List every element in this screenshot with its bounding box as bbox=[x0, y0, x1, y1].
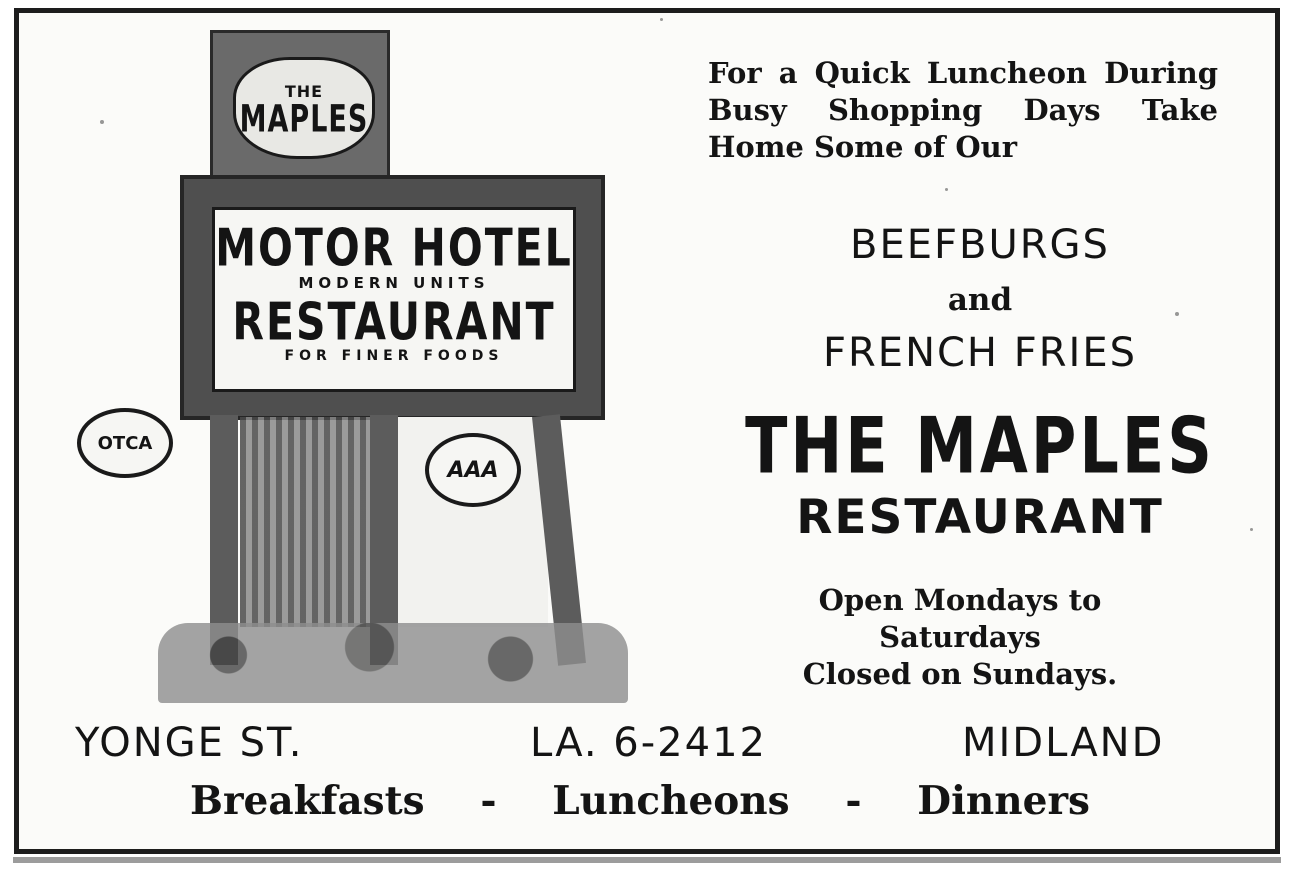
main-sign-board bbox=[180, 175, 605, 420]
sign-lower-panel bbox=[240, 417, 370, 627]
hours-line-1: Open Mondays to bbox=[818, 583, 1102, 617]
motel-sign-photo bbox=[150, 25, 640, 705]
sign-finer-foods: FOR FINER FOODS bbox=[284, 348, 504, 364]
top-sign-board bbox=[210, 30, 390, 185]
french-fries-heading: FRENCH FRIES bbox=[823, 330, 1137, 376]
meal-dinners: Dinners bbox=[917, 778, 1090, 824]
town-name: MIDLAND bbox=[962, 720, 1165, 766]
meal-separator: - bbox=[480, 778, 497, 824]
print-speck bbox=[100, 120, 104, 124]
print-speck bbox=[945, 188, 948, 191]
sign-modern-units: MODERN UNITS bbox=[298, 274, 490, 292]
phone-number: LA. 6-2412 bbox=[530, 720, 767, 766]
otca-badge-icon: OTCA bbox=[77, 408, 173, 478]
and-text: and bbox=[947, 282, 1013, 318]
hours-line-3: Closed on Sundays. bbox=[802, 657, 1118, 691]
plaque-line-1: THE bbox=[284, 81, 324, 101]
aaa-badge-icon: AAA bbox=[425, 433, 521, 507]
maples-plaque bbox=[233, 57, 375, 159]
beefburgs-heading: BEEFBURGS bbox=[850, 222, 1110, 268]
opening-hours bbox=[690, 582, 1230, 693]
restaurant-subtitle: RESTAURANT bbox=[796, 490, 1164, 545]
sign-board-face bbox=[212, 207, 576, 392]
print-speck bbox=[660, 18, 663, 21]
meal-breakfasts: Breakfasts bbox=[190, 778, 425, 824]
shrubs bbox=[158, 623, 628, 703]
meal-luncheons: Luncheons bbox=[552, 778, 790, 824]
sign-motor-hotel: MOTOR HOTEL bbox=[215, 218, 573, 278]
meal-services bbox=[190, 778, 1090, 824]
hours-line-2: Saturdays bbox=[879, 620, 1041, 654]
sign-restaurant: RESTAURANT bbox=[232, 292, 556, 352]
street-address: YONGE ST. bbox=[75, 720, 304, 766]
meal-separator: - bbox=[845, 778, 862, 824]
restaurant-name: THE MAPLES bbox=[745, 400, 1215, 492]
plaque-line-2: MAPLES bbox=[239, 97, 369, 141]
intro-copy: For a Quick Luncheon During Busy Shopping Days Take Home Some of Our bbox=[708, 56, 1218, 164]
